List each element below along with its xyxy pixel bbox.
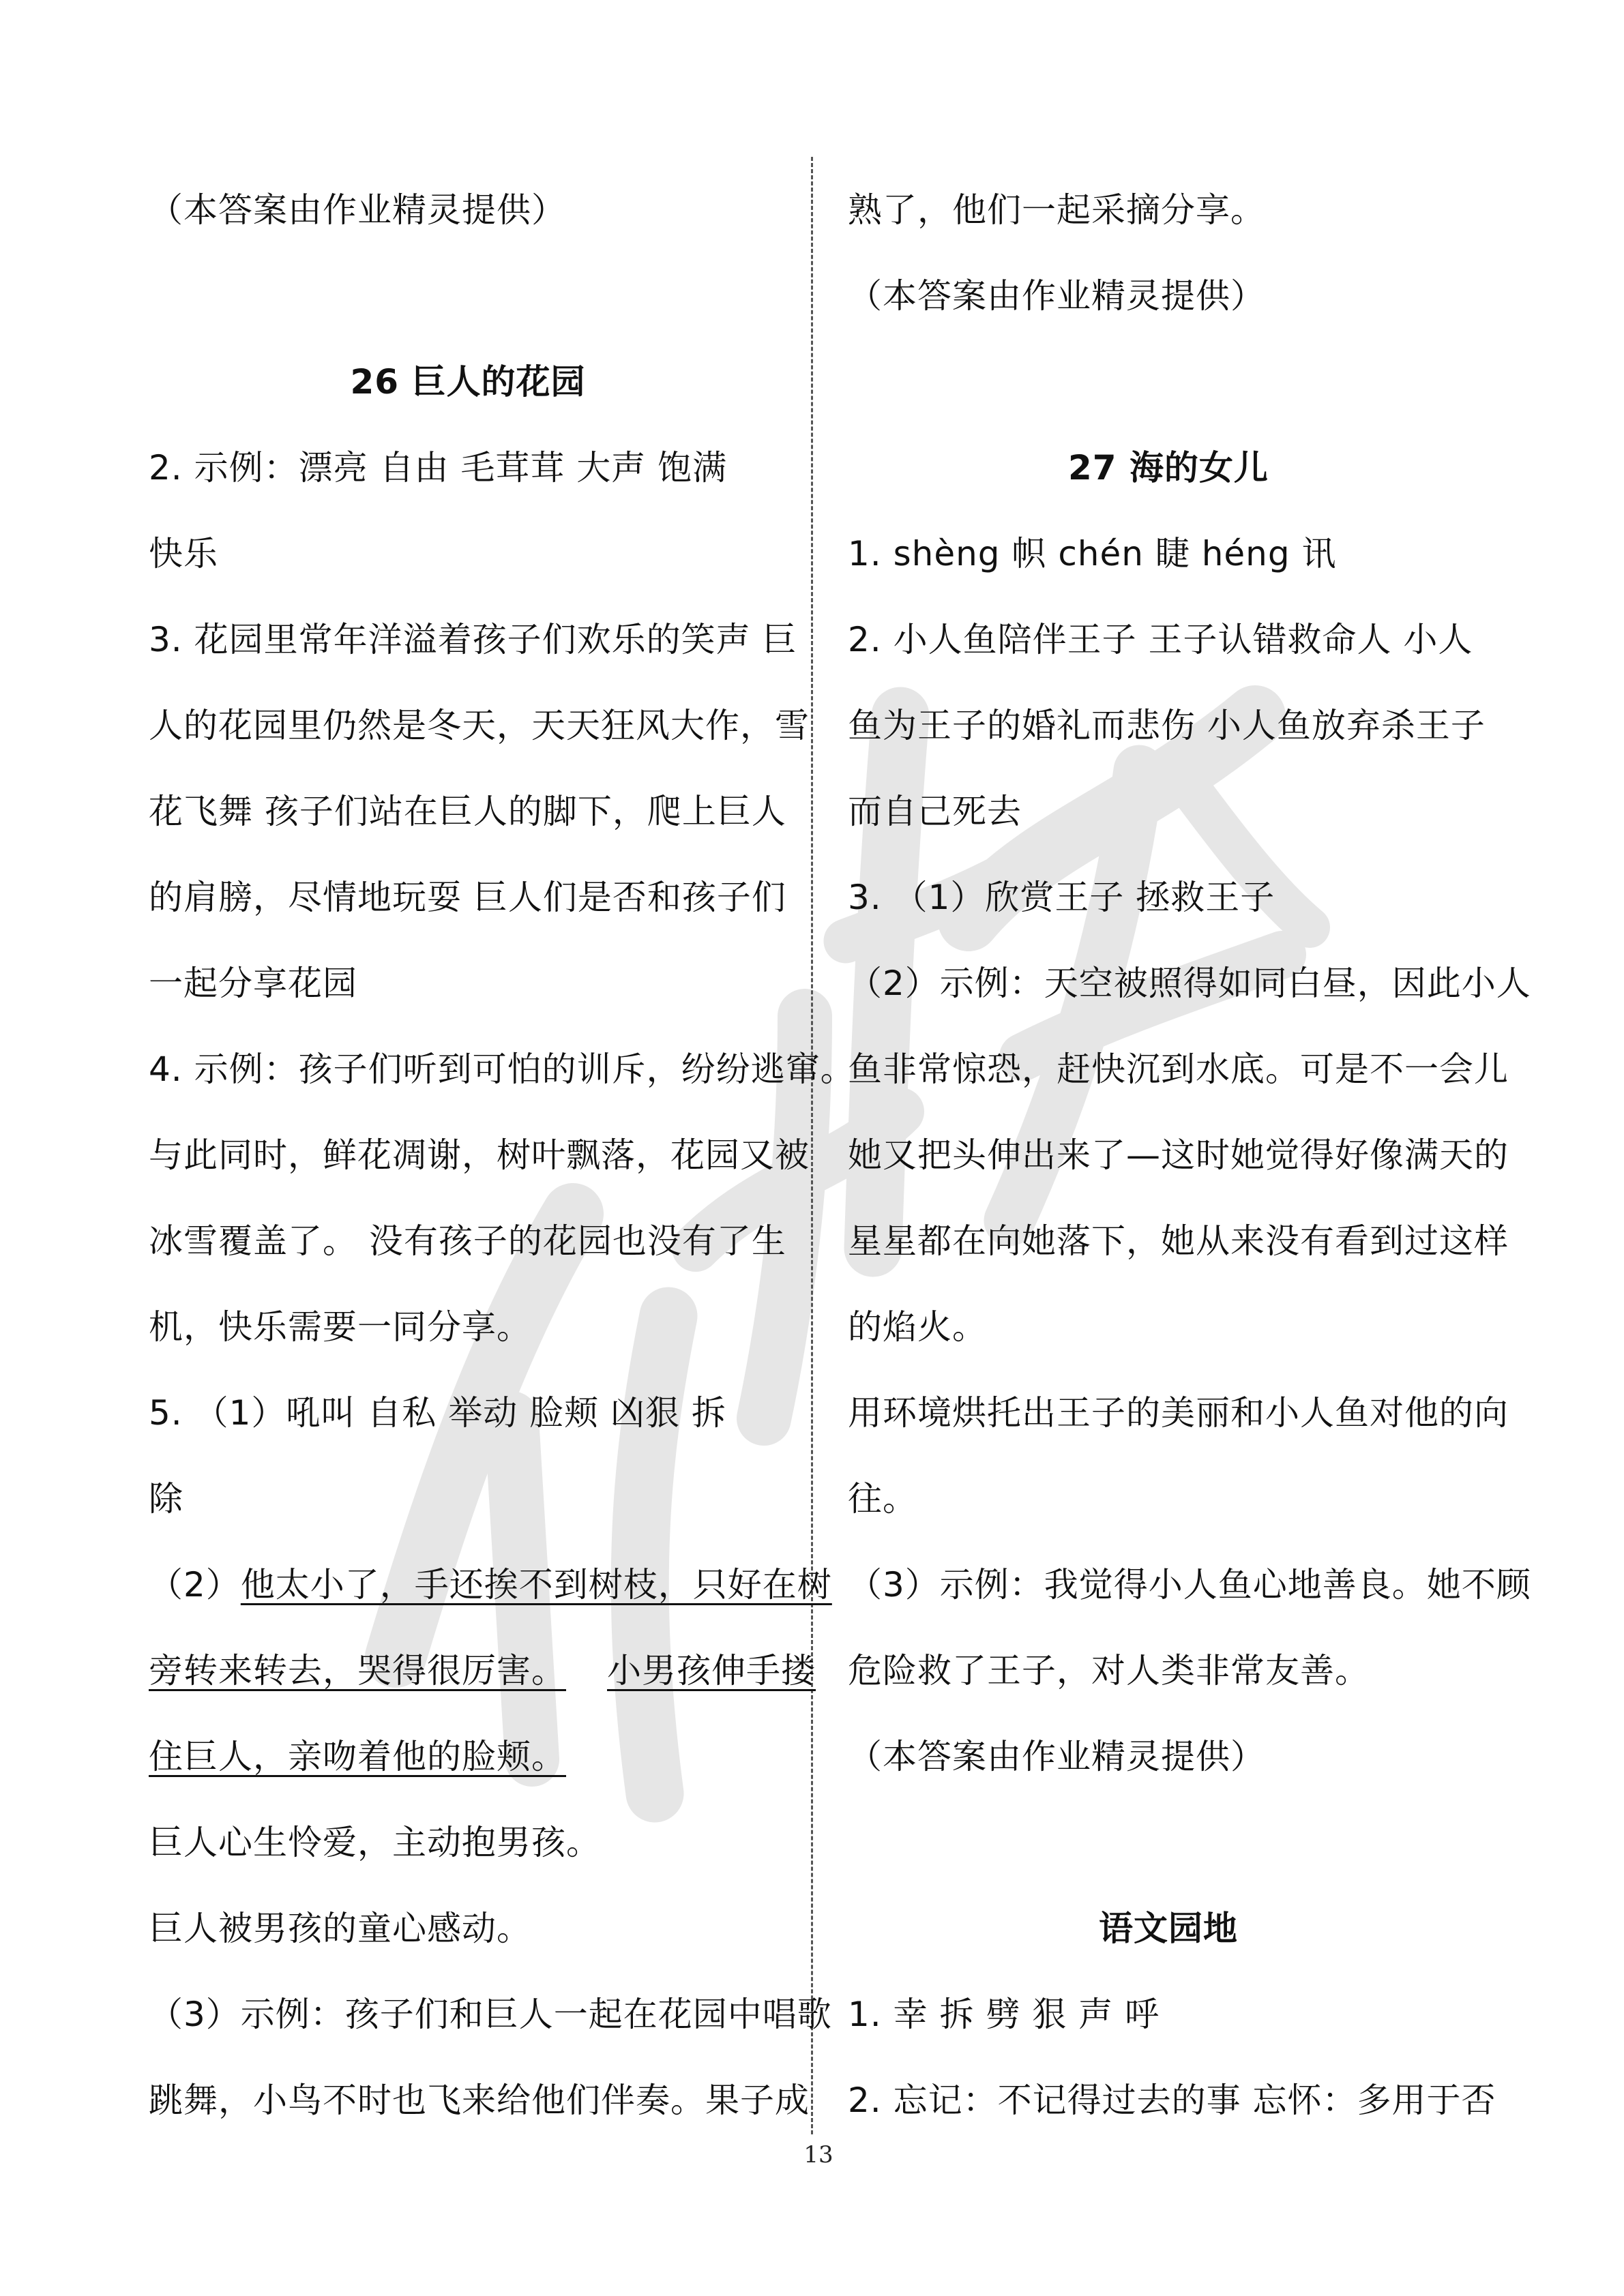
answer-line: （3）示例：孩子们和巨人一起在花园中唱歌 xyxy=(149,1995,832,2034)
answer-line: 而自己死去 xyxy=(848,792,1022,831)
answer-line: 1. shèng 帜 chén 睫 héng 讯 xyxy=(848,534,1337,573)
section-title: 语文园地 xyxy=(1099,1909,1238,1948)
answer-line: 巨人心生怜爱，主动抱男孩。 xyxy=(149,1823,601,1862)
answer-line: 5. （1）吼叫 自私 举动 脸颊 凶狠 拆 xyxy=(149,1393,726,1433)
underlined-text: 旁转来转去，哭得很厉害。 xyxy=(149,1651,566,1690)
answer-line: 除 xyxy=(149,1479,183,1519)
credit-line: （本答案由作业精灵提供） xyxy=(848,1737,1265,1776)
answer-line xyxy=(149,1735,566,1778)
answer-line: 一起分享花园 xyxy=(149,964,357,1003)
answer-line: 熟了，他们一起采摘分享。 xyxy=(848,190,1265,230)
answer-line: 3. （1）欣赏王子 拯救王子 xyxy=(848,878,1275,917)
watermark-stroke xyxy=(640,1316,668,1793)
answer-line: 危险救了王子，对人类非常友善。 xyxy=(848,1651,1370,1690)
answer-line: （2）示例：天空被照得如同白昼，因此小人 xyxy=(848,964,1531,1003)
answer-line: 星星都在向她落下，她从来没有看到过这样 xyxy=(848,1221,1509,1261)
answer-line: 人的花园里仍然是冬天，天天狂风大作，雪 xyxy=(149,706,810,745)
answer-line: 鱼为王子的婚礼而悲伤 小人鱼放弃杀王子 xyxy=(848,706,1486,745)
answer-line: 巨人被男孩的童心感动。 xyxy=(149,1909,531,1948)
answer-line: 用环境烘托出王子的美丽和小人鱼对他的向 xyxy=(848,1393,1509,1433)
answer-line: 冰雪覆盖了。 没有孩子的花园也没有了生 xyxy=(149,1221,786,1261)
answer-line: 快乐 xyxy=(149,534,218,573)
answer-line: 机，快乐需要一同分享。 xyxy=(149,1307,531,1347)
answer-line xyxy=(149,1563,832,1607)
page-number: 13 xyxy=(803,2141,833,2168)
answer-line: 的焰火。 xyxy=(848,1307,987,1347)
answer-line: 2. 小人鱼陪伴王子 王子认错救命人 小人 xyxy=(848,620,1473,659)
answer-line: 2. 示例：漂亮 自由 毛茸茸 大声 饱满 xyxy=(149,448,728,488)
answer-line: （3）示例：我觉得小人鱼心地善良。她不顾 xyxy=(848,1565,1531,1605)
answer-line: 花飞舞 孩子们站在巨人的脚下，爬上巨人 xyxy=(149,792,786,831)
section-title: 26 巨人的花园 xyxy=(350,362,586,402)
underlined-text: 小男孩伸手搂 xyxy=(607,1651,816,1690)
underlined-text: 住巨人，亲吻着他的脸颊。 xyxy=(149,1737,566,1776)
underlined-text: 他太小了，手还挨不到树枝，只好在树 xyxy=(240,1565,832,1605)
answer-line: 往。 xyxy=(848,1479,917,1519)
answer-line: 跳舞，小鸟不时也飞来给他们伴奏。果子成 xyxy=(149,2081,810,2120)
answer-line: 3. 花园里常年洋溢着孩子们欢乐的笑声 巨 xyxy=(149,620,797,659)
answer-prefix: （2） xyxy=(149,1565,241,1605)
credit-line: （本答案由作业精灵提供） xyxy=(848,276,1265,316)
column-divider xyxy=(811,157,813,2134)
answer-line: 的肩膀，尽情地玩耍 巨人们是否和孩子们 xyxy=(149,878,786,917)
answer-line: 鱼非常惊恐，赶快沉到水底。可是不一会儿 xyxy=(848,1049,1509,1089)
answer-line: 她又把头伸出来了—这时她觉得好像满天的 xyxy=(848,1135,1509,1175)
answer-line: 与此同时，鲜花凋谢，树叶飘落，花园又被 xyxy=(149,1135,810,1175)
answer-line: 4. 示例：孩子们听到可怕的训斥，纷纷逃窜。 xyxy=(149,1049,855,1089)
answer-line xyxy=(149,1649,816,1693)
section-title: 27 海的女儿 xyxy=(1068,448,1269,488)
answer-line: 1. 幸 拆 劈 狠 声 呼 xyxy=(848,1995,1160,2034)
answer-line: 2. 忘记：不记得过去的事 忘怀：多用于否 xyxy=(848,2081,1496,2120)
credit-line: （本答案由作业精灵提供） xyxy=(149,190,566,230)
